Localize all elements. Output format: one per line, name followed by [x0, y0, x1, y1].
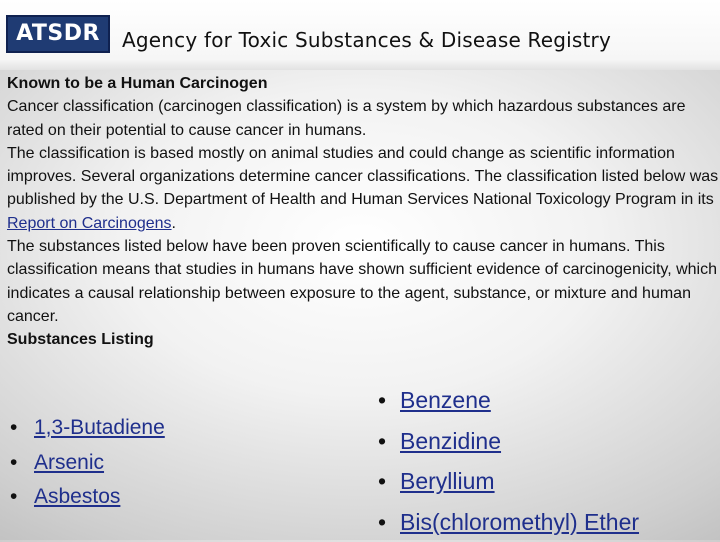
paragraph-proven: The substances listed below have been proven scientifically to cause cancer in humans. This classification means that studies in humans have shown sufficient evidence of carcinogenicity, which indicates a causal relationship between exposure to the agent, substance, or mixture and human cancer.	[7, 235, 719, 328]
substance-link-benzidine[interactable]: Benzidine	[400, 428, 501, 454]
paragraph-classification: Cancer classification (carcinogen classification) is a system by which hazardous substances are rated on their potential to cause cancer in humans.	[7, 95, 719, 142]
substance-link-butadiene[interactable]: 1,3-Butadiene	[34, 416, 165, 439]
paragraph-source	[7, 142, 719, 235]
agency-name: Agency for Toxic Substances & Disease Registry	[122, 28, 611, 52]
substance-link-arsenic[interactable]: Arsenic	[34, 451, 104, 474]
bullet-icon: •	[378, 380, 386, 421]
bullet-icon: •	[10, 411, 17, 446]
substances-list-left	[10, 411, 165, 515]
substance-link-benzene[interactable]: Benzene	[400, 387, 491, 413]
substance-link-bis-chloromethyl-ether[interactable]: Bis(chloromethyl) Ether	[400, 509, 639, 535]
list-item	[10, 480, 165, 515]
list-item	[10, 411, 165, 446]
list-item	[378, 421, 639, 462]
list-item	[10, 446, 165, 481]
bullet-icon: •	[378, 502, 386, 542]
bullet-icon: •	[378, 461, 386, 502]
atsdr-logo[interactable]: ATSDR	[6, 15, 110, 53]
list-item	[378, 502, 639, 542]
substances-list-right	[378, 380, 639, 542]
site-header	[0, 0, 720, 70]
list-item	[378, 380, 639, 421]
bullet-icon: •	[10, 480, 17, 515]
report-on-carcinogens-link[interactable]: Report on Carcinogens	[7, 215, 172, 232]
bullet-icon: •	[10, 446, 17, 481]
paragraph-source-period: .	[172, 215, 176, 232]
substance-link-asbestos[interactable]: Asbestos	[34, 485, 120, 508]
bullet-icon: •	[378, 421, 386, 462]
substances-listing-heading: Substances Listing	[7, 328, 719, 351]
paragraph-source-text: The classification is based mostly on animal studies and could change as scientific information improves. Several organizations determine cancer classifications. The classification listed below was published by the U.S. Department of Health and Human Services National Toxicology Program in its	[7, 145, 718, 209]
page-heading: Known to be a Human Carcinogen	[7, 72, 719, 95]
substance-link-beryllium[interactable]: Beryllium	[400, 468, 495, 494]
list-item	[378, 461, 639, 502]
main-content	[7, 72, 719, 352]
